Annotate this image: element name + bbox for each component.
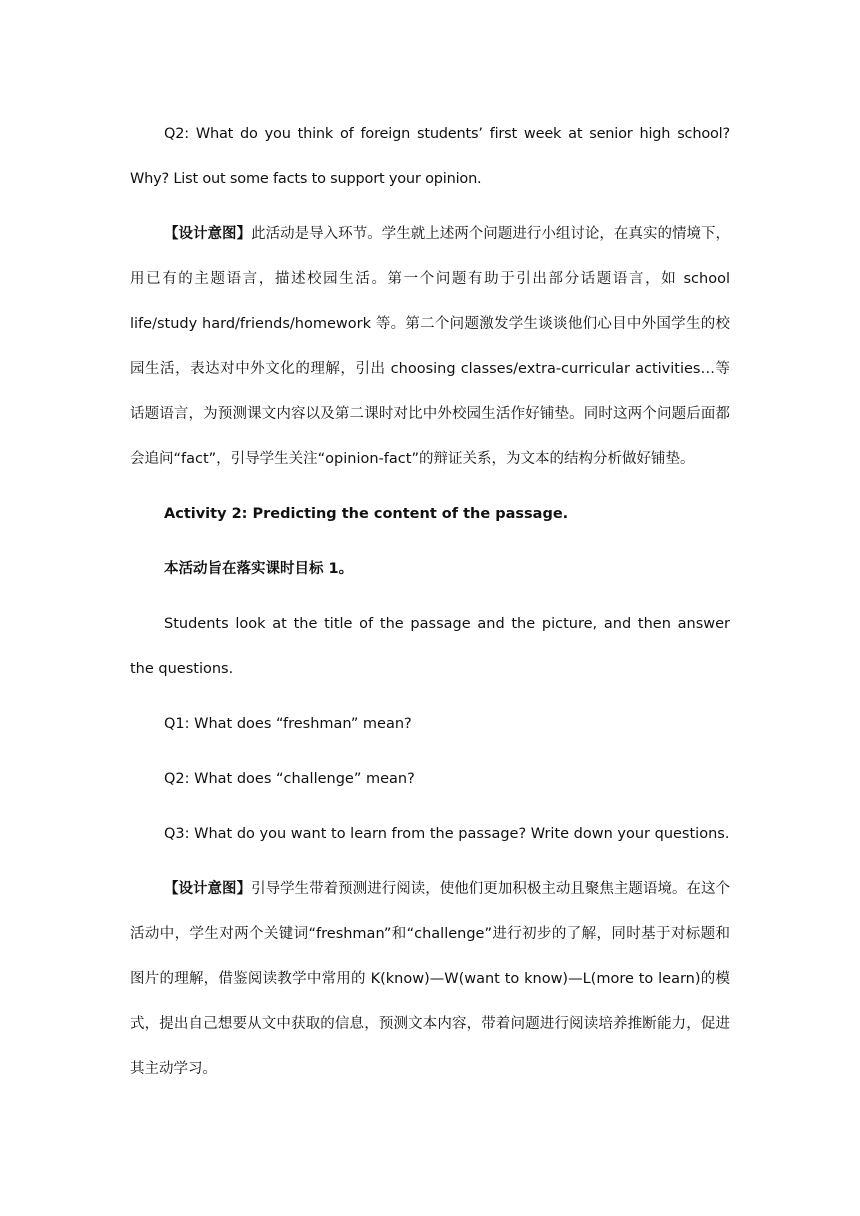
question-q2: Q2: What does “challenge” mean? (164, 771, 415, 787)
design-intent-text: 引导学生带着预测进行阅读，使他们更加积极主动且聚焦主题语境。在这个活动中，学生对两个关键词“freshman”和“challenge”进行初步的了解，同时基于对标题和图片的理解，借鉴阅读教学中常用的 K(know)—W(want to know)—L(more to learn)的模式，提出自己想要从文中获取的信息，预测文本内容，带着问题进行阅读培养推断能力，促进其主动学习。 (130, 881, 731, 1077)
design-intent-label: 【设计意图】 (164, 226, 252, 242)
activity-2-goal: 本活动旨在落实课时目标 1。 (164, 561, 354, 577)
activity-2-instruction: Students look at the title of the passage and the picture, and then answer the questions. (130, 616, 730, 677)
design-intent-paragraph-2 (130, 867, 730, 1092)
question-q1: Q1: What does “freshman” mean? (164, 716, 412, 732)
design-intent-text: 此活动是导入环节。学生就上述两个问题进行小组讨论，在真实的情境下，用已有的主题语言，描述校园生活。第一个问题有助于引出部分话题语言，如 school life/study hard/friends/homework 等。第二个问题激发学生谈谈他们心目中外国学生的校园生活，表达对中外文化的理解，引出 choosing classes/extra-curricular activities…等话题语言，为预测课文内容以及第二课时对比中外校园生活作好铺垫。同时这两个问题后面都会追问“fact”，引导学生关注“opinion-fact”的辩证关系，为文本的结构分析做好铺垫。 (130, 226, 731, 467)
activity-2-heading: Activity 2: Predicting the content of the passage. (164, 506, 569, 522)
design-intent-label: 【设计意图】 (164, 881, 252, 897)
question-q2-previous: Q2: What do you think of foreign students’ first week at senior high school? Why? List out some facts to support your opinion. (130, 126, 730, 187)
design-intent-paragraph-1 (130, 212, 730, 482)
document-page (130, 112, 730, 1102)
question-q3: Q3: What do you want to learn from the passage? Write down your questions. (164, 826, 730, 842)
